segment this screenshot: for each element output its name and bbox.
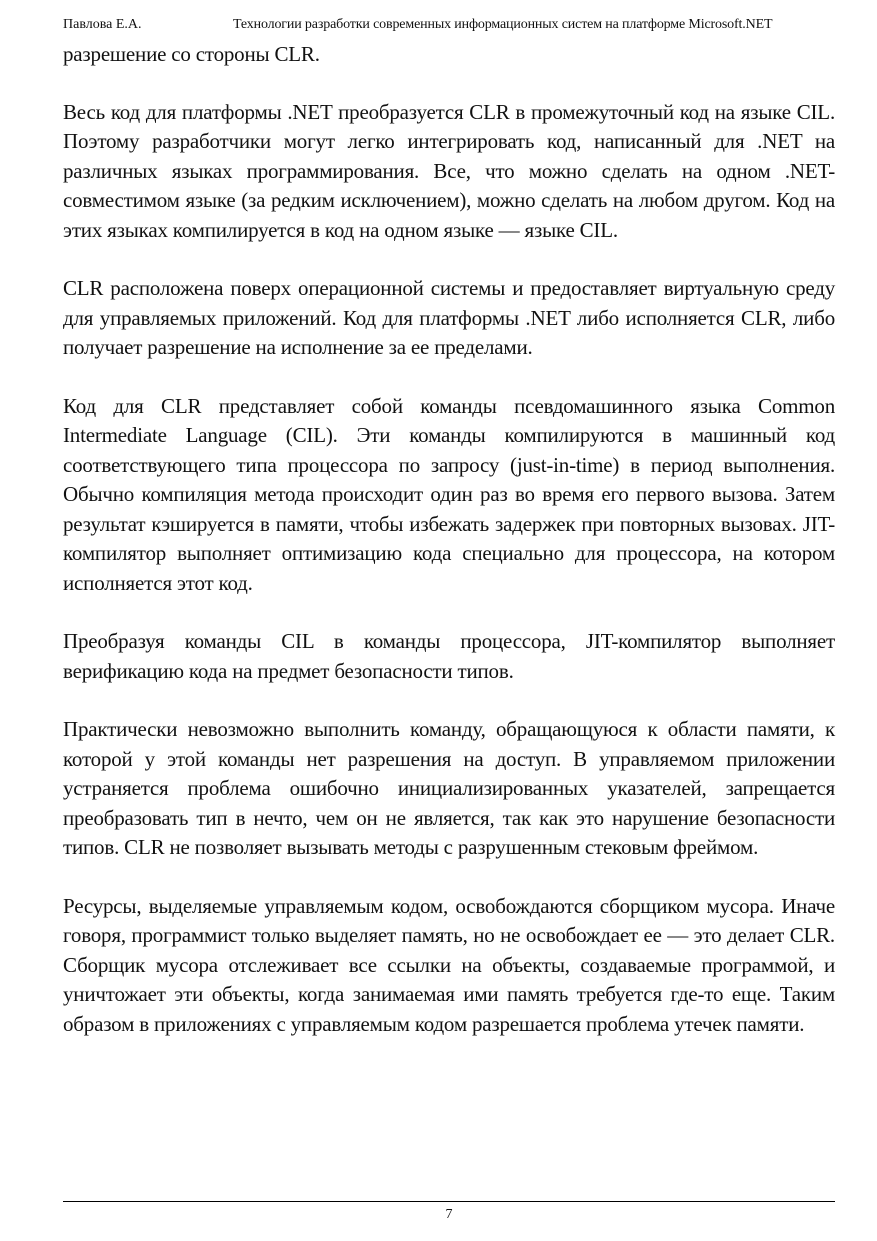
page-number: 7 xyxy=(445,1207,453,1222)
paragraph-cil-compilation: Весь код для платформы .NET преобразуется CLR в промежуточный код на языке CIL. Поэтому разработчики могут легко интегрировать код, написанный для .NET на различных языках программирования. Все, что можно сделать на одном .NET-совместимом языке (за редким исключением), можно сделать на любом другом. Код на этих языках компилируется в код на одном языке — языке CIL. xyxy=(63,99,835,242)
page-header xyxy=(63,14,835,36)
document-body xyxy=(63,40,835,1068)
paragraph-garbage-collection: Ресурсы, выделяемые управляемым кодом, освобождаются сборщиком мусора. Иначе говоря, программист только выделяет память, но не освобождает ее — это делает CLR. Сборщик мусора отслеживает все ссылки на объекты, создаваемые программой, и уничтожает эти объекты, когда занимаемая ими память требуется где-то еще. Таким образом в приложениях с управляемым кодом разрешается проблема утечек памяти. xyxy=(63,893,835,1036)
paragraph-memory-access: Практически невозможно выполнить команду, обращающуюся к области памяти, к которой у этой команды нет разрешения на доступ. В управляемом приложении устраняется проблема ошибочно инициализированных указателей, запрещается преобразовать тип в нечто, чем он не является, так как это нарушение безопасности типов. CLR не позволяет вызывать методы с разрушенным стековым фреймом. xyxy=(63,717,835,859)
paragraph-jit-compilation: Код для CLR представляет собой команды псевдомашинного языка Common Intermediate Language (CIL). Эти команды компилируются в машинный код соответствующего типа процессора по запросу (just-in-time) в период выполнения. Обычно компиляция метода происходит один раз во время его первого вызова. Затем результат кэшируется в памяти, чтобы избежать задержек при повторных вызовах. JIT-компилятор выполняет оптимизацию кода специально для процессора, на котором исполняется этот код. xyxy=(63,393,835,595)
paragraph-type-safety: Преобразуя команды CIL в команды процессора, JIT-компилятор выполняет верификацию кода на предмет безопасности типов. xyxy=(63,629,835,683)
paragraph-clr-environment: CLR расположена поверх операционной системы и предоставляет виртуальную среду для управляемых приложений. Код для платформы .NET либо исполняется CLR, либо получает разрешение на исполнение за ее пределами. xyxy=(63,276,835,359)
header-title: Технологии разработки современных информационных систем на платформе Microsoft.NET xyxy=(233,17,773,32)
header-author: Павлова Е.А. xyxy=(63,17,142,32)
footer-divider xyxy=(63,1201,835,1202)
paragraph-continuation: разрешение со стороны CLR. xyxy=(63,42,320,66)
